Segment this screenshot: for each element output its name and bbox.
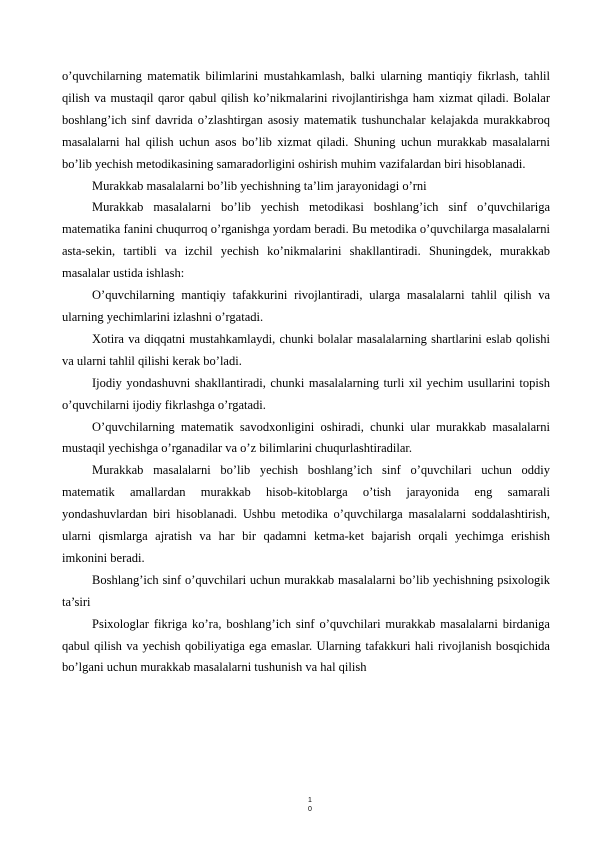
page-number bbox=[306, 796, 314, 814]
paragraph-intro-continuation: o’quvchilarning matematik bilimlarini mustahkamlash, balki ularning mantiqiy fikrlash, tahlil qilish va mustaqil qaror qabul qilish ko’nikmalarini rivojlantirishga ham xizmat qiladi. Bolalar boshlang’ich sinf davrida o’zlashtirgan asosiy matematik tushunchalar kelajakda murakkabroq masalalarni hal qilish uchun asos bo’lib xizmat qiladi. Shuning uchun murakkab masalalarni bo’lib yechish metodikasining samaradorligini oshirish muhim vazifalardan biri hisoblanadi. bbox=[62, 69, 550, 171]
page-number-digit-2: 0 bbox=[308, 806, 312, 813]
section-heading-role-in-education: Murakkab masalalarni bo’lib yechishning ta’lim jarayonidagi o’rni bbox=[92, 178, 427, 193]
paragraph-methodology-benefits: Murakkab masalalarni bo’lib yechish metodikasi boshlang’ich sinf o’quvchilariga matematika fanini chuqurroq o’rganishga yordam beradi. Bu metodika o’quvchilarga masalalarni asta-sekin, tartibli va izchil yechish ko’nikmalarini shakllantiradi. Shuningdek, murakkab masalalar ustida ishlash: bbox=[62, 200, 550, 281]
list-item-logical-thinking: O’quvchilarning mantiqiy tafakkurini rivojlantiradi, ularga masalalarni tahlil qilish va ularning yechimlarini izlashni o’rgatadi. bbox=[62, 288, 550, 324]
paragraph-effective-approach: Murakkab masalalarni bo’lib yechish boshlang’ich sinf o’quvchilari uchun oddiy matematik amallardan murakkab hisob-kitoblarga o’tish jarayonida eng samarali yondashuvlardan biri hisoblanadi. Ushbu metodika o’quvchilarga masalalarni soddalashtirish, ularni qismlarga ajratish va har bir qadamni ketma-ket bajarish orqali yechimga erishish imkonini beradi. bbox=[62, 463, 550, 565]
document-body bbox=[62, 66, 550, 679]
list-item-memory-attention: Xotira va diqqatni mustahkamlaydi, chunki bolalar masalalarning shartlarini eslab qolishi va ularni tahlil qilishi kerak bo’ladi. bbox=[62, 331, 550, 368]
section-heading-psychological-impact: Boshlang’ich sinf o’quvchilari uchun murakkab masalalarni bo’lib yechishning psixologik ta’siri bbox=[62, 572, 550, 609]
page-number-digit-1: 1 bbox=[308, 797, 312, 804]
paragraph-psychologists-opinion: Psixologlar fikriga ko’ra, boshlang’ich sinf o’quvchilari murakkab masalalarni birdaniga qabul qilish va yechish qobiliyatiga ega emaslar. Ularning tafakkuri hali rivojlanish bosqichida bo’lgani uchun murakkab masalalarni tushunish va hal qilish bbox=[62, 616, 550, 675]
list-item-creative-approach: Ijodiy yondashuvni shakllantiradi, chunki masalalarning turli xil yechim usullarini topish o’quvchilarni ijodiy fikrlashga o’rgatadi. bbox=[62, 375, 550, 412]
list-item-math-literacy: O’quvchilarning matematik savodxonligini oshiradi, chunki ular murakkab masalalarni mustaqil yechishga o’rganadilar va o’z bilimlarini chuqurlashtiradilar. bbox=[62, 419, 550, 456]
